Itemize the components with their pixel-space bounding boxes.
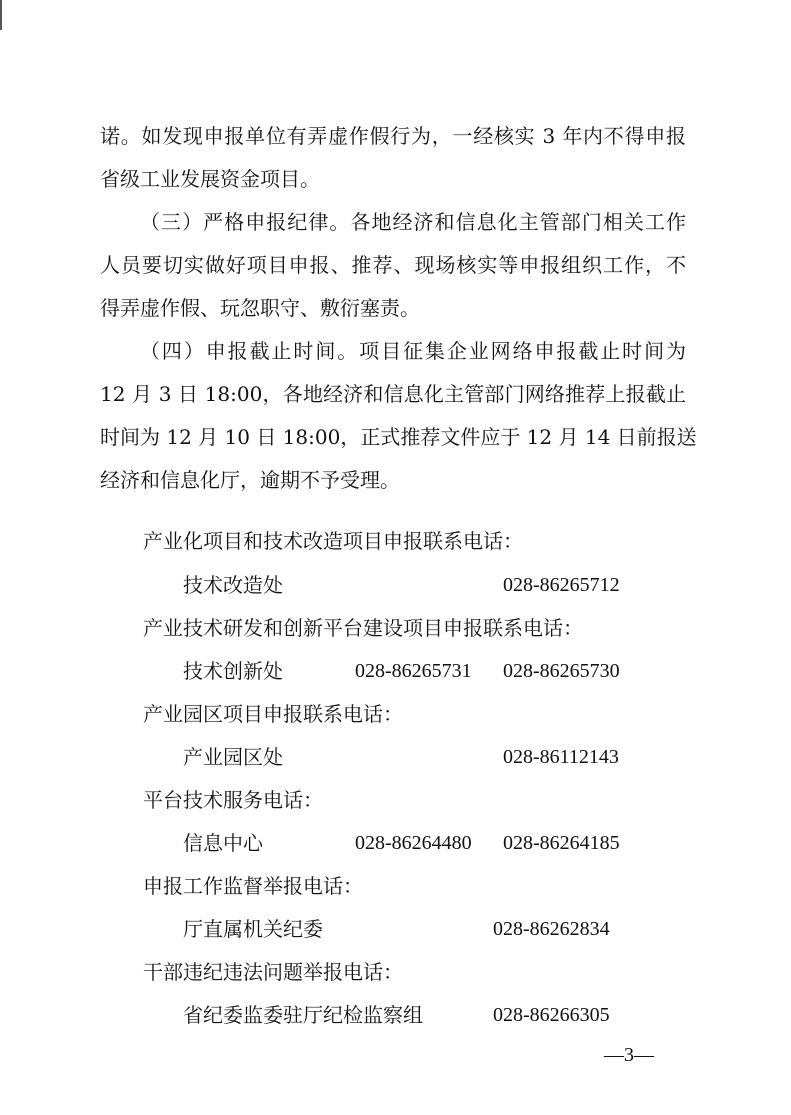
contact-heading: 申报工作监督举报电话：	[143, 874, 363, 898]
contact-phone: 028-86112143	[503, 746, 619, 768]
contact-phone: 028-86265712	[503, 574, 620, 596]
section-4-heading-line: （四）申报截止时间。项目征集企业网络申报截止时间为	[140, 339, 686, 363]
body-line-7: 12 月 3 日 18:00，各地经济和信息化主管部门网络推荐上报截止	[100, 382, 686, 406]
page-number: —3—	[604, 1044, 654, 1066]
contact-phone: 028-86264480	[355, 832, 472, 854]
contact-heading: 产业园区项目申报联系电话：	[143, 702, 403, 726]
body-line-5: 得弄虚作假、玩忽职守、敷衍塞责。	[100, 296, 420, 320]
contact-phone: 028-86266305	[493, 1004, 610, 1026]
contact-department: 省纪委监委驻厅纪检监察组	[183, 1003, 423, 1027]
body-line-1: 诺。如发现申报单位有弄虚作假行为，一经核实 3 年内不得申报	[100, 124, 686, 148]
contact-heading: 产业化项目和技术改造项目申报联系电话：	[143, 529, 523, 553]
contact-heading: 干部违纪违法问题举报电话：	[143, 960, 403, 984]
contact-phone: 028-86262834	[493, 918, 610, 940]
body-line-4: 人员要切实做好项目申报、推荐、现场核实等申报组织工作，不	[100, 253, 686, 277]
body-line-8: 时间为 12 月 10 日 18:00，正式推荐文件应于 12 月 14 日前报送	[100, 425, 697, 449]
contact-heading: 产业技术研发和创新平台建设项目申报联系电话：	[143, 616, 583, 640]
contact-department: 厅直属机关纪委	[183, 917, 323, 941]
contact-department: 技术创新处	[183, 659, 283, 683]
section-3-heading-line: （三）严格申报纪律。各地经济和信息化主管部门相关工作	[140, 210, 686, 234]
contact-phone: 028-86265731	[355, 660, 472, 682]
scan-edge-mark	[0, 0, 2, 30]
contact-department: 技术改造处	[183, 573, 283, 597]
contact-heading: 平台技术服务电话：	[143, 788, 323, 812]
body-line-9: 经济和信息化厅，逾期不予受理。	[100, 468, 400, 492]
contact-phone: 028-86264185	[503, 832, 620, 854]
contact-department: 产业园区处	[183, 745, 283, 769]
contact-phone: 028-86265730	[503, 660, 620, 682]
body-line-2: 省级工业发展资金项目。	[100, 167, 320, 191]
contact-department: 信息中心	[183, 831, 263, 855]
